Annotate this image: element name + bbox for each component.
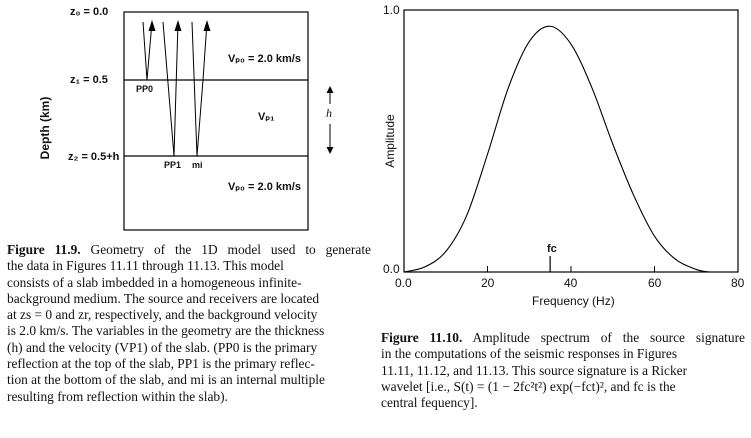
amplitude-axis-label: Amplitude [383, 114, 397, 168]
caption-11-9-line-10: resulting from reflection within the slab). [7, 388, 228, 404]
caption-figure-11-10 [381, 330, 745, 411]
depth-axis-label: Depth (km) [38, 96, 52, 160]
pp1-label: PP1 [164, 160, 182, 170]
vp0-top-label: Vₚ₀ = 2.0 km/s [228, 53, 301, 65]
y-tick-0: 0.0 [383, 262, 400, 276]
caption-11-9-line-2: the data in Figures 11.11 through 11.13. This model [7, 258, 284, 274]
caption-11-10-line-4: wavelet [i.e., S(t) = (1 − 2fc²t²) exp(−fct)², and fc is the [381, 378, 676, 394]
caption-11-9-label: Figure 11.9. [7, 242, 81, 257]
vp1-label: Vₚ₁ [258, 111, 275, 123]
x-ticks [404, 266, 738, 272]
x-tick-80: 80 [731, 276, 745, 290]
y-tick-1: 1.0 [383, 3, 400, 17]
spectrum-curve [404, 26, 709, 272]
z0-label: z₀ = 0.0 [70, 6, 109, 18]
mi-label: mi [192, 160, 203, 170]
caption-11-9-line-1: Geometry of the 1D model used to generate [90, 242, 371, 257]
frequency-axis-label: Frequency (Hz) [532, 294, 615, 308]
caption-11-10-line-2: in the computations of the seismic responses in Figures [381, 346, 678, 362]
x-tick-40: 40 [564, 276, 578, 290]
fc-label: fc [547, 243, 557, 255]
caption-11-9-line-3: consists of a slab imbedded in a homogeneous infinite- [7, 274, 302, 290]
caption-11-9-line-5: at zs = 0 and zr, respectively, and the background velocity [7, 307, 318, 323]
caption-figure-11-9 [7, 242, 371, 405]
caption-11-9-line-8: reflection at the top of the slab, PP1 is the primary reflec- [7, 356, 315, 372]
z1-label: z₁ = 0.5 [70, 74, 108, 86]
caption-11-9-line-4: background medium. The source and receivers are located [7, 290, 320, 306]
caption-11-9-line-7: (h) and the velocity (VP1) of the slab. (PP0 is the primary [7, 339, 318, 355]
x-tick-60: 60 [648, 276, 662, 290]
vp0-bottom-label: Vₚ₀ = 2.0 km/s [228, 181, 301, 193]
x-tick-0: 0.0 [395, 276, 412, 290]
z2-label: z₂ = 0.5+h [68, 151, 120, 163]
caption-11-10-line-3: 11.11, 11.12, and 11.13. This source signature is a Ricker [381, 362, 688, 378]
caption-11-9-line-6: is 2.0 km/s. The variables in the geometry are the thickness [7, 323, 325, 339]
caption-11-10-line-5: central fequency]. [381, 395, 478, 411]
caption-11-10-line-1: Amplitude spectrum of the source signature [472, 330, 745, 345]
pp0-label: PP0 [136, 84, 154, 94]
plot-frame [404, 10, 738, 272]
x-tick-20: 20 [481, 276, 495, 290]
caption-11-9-line-9: tion at the bottom of the slab, and mi is an internal multiple [7, 372, 325, 388]
caption-11-10-label: Figure 11.10. [381, 330, 463, 345]
h-label: h [326, 106, 332, 120]
